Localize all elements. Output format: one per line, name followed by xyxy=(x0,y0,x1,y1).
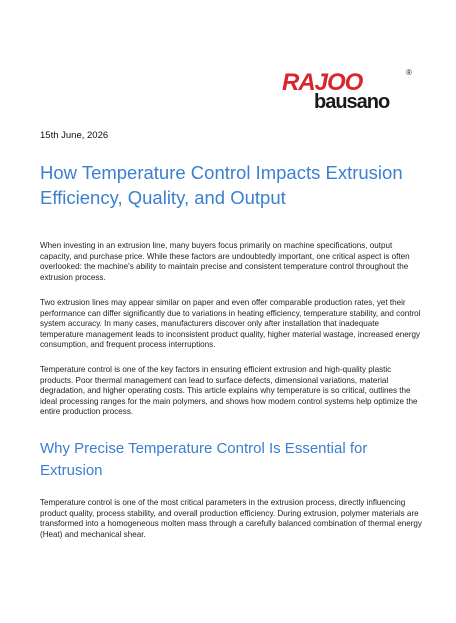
section-heading: Why Precise Temperature Control Is Essential for Extrusion xyxy=(40,440,368,479)
section-paragraph: Temperature control is one of the most critical parameters in the extrusion process, directly influencing product quality, process stability, and overall production efficiency. During extrusion, polymer materials are transformed into a homogeneous molten mass through a carefully balanced combination of thermal energy (Heat) and mechanical shear. xyxy=(40,498,422,539)
intro-paragraph-3: Temperature control is one of the key factors in ensuring efficient extrusion and high-quality plastic products. Poor thermal management can lead to surface defects, dimensional variations, material degradation, and higher operating costs. This article explains why temperature is so critical, outlines the ideal processing ranges for the main polymers, and shows how modern control systems help optimize the entire production process. xyxy=(40,365,418,417)
publication-date: 15th June, 2026 xyxy=(40,130,109,141)
logo-graphic xyxy=(282,66,422,116)
article-title: How Temperature Control Impacts Extrusion Efficiency, Quality, and Output xyxy=(40,162,403,208)
logo-bottom-text: bausano xyxy=(314,91,390,113)
logo-registered-mark: ® xyxy=(406,68,412,77)
intro-paragraph-2: Two extrusion lines may appear similar on paper and even offer comparable production rates, yet their performance can differ significantly due to variations in heating efficiency, temperature stability, and control system accuracy. In many cases, manufacturers discover only after installation that inadequate temperature management leads to inconsistent product quality, higher material wastage, increased energy consumption, and frequent process interruptions. xyxy=(40,298,421,350)
logo-top-text: RAJOO xyxy=(282,69,363,96)
rajoo-bausano-logo xyxy=(282,66,422,116)
intro-paragraph-1: When investing in an extrusion line, many buyers focus primarily on machine specifications, output capacity, and purchase price. While these factors are undoubtedly important, one critical aspect is often overlooked: the machine's ability to maintain precise and consistent temperature control throughout the extrusion process. xyxy=(40,241,410,282)
